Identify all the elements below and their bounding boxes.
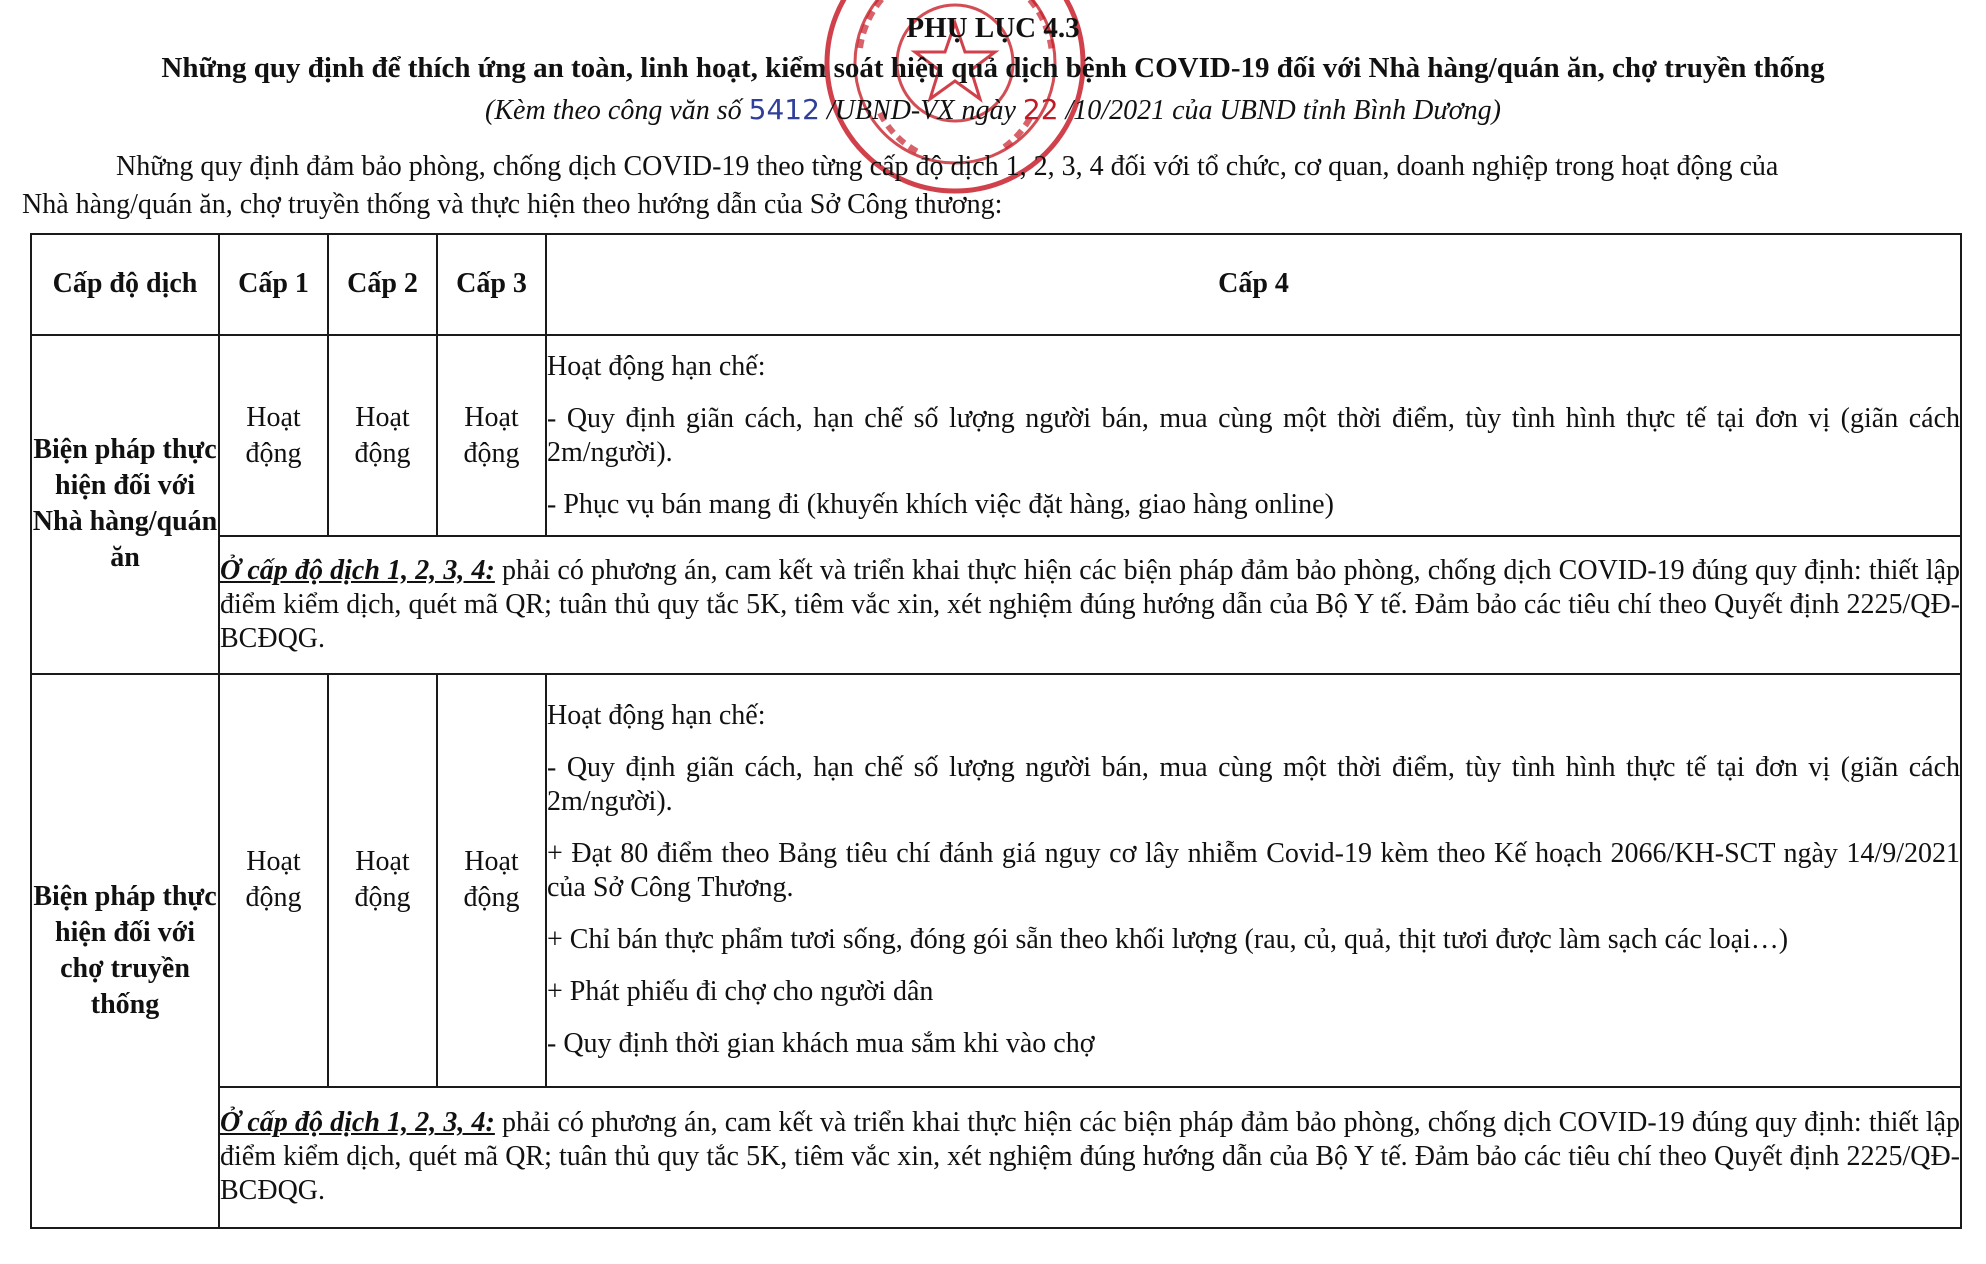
list-item: + Phát phiếu đi chợ cho người dân <box>547 976 934 1008</box>
market-level-4 <box>546 674 1961 1087</box>
market-level-3: Hoạt động <box>437 674 546 1087</box>
intro-line-2: Nhà hàng/quán ăn, chợ truyền thống và thực hiện theo hướng dẫn của Sở Công thương: <box>22 189 1003 220</box>
list-item: Hoạt động hạn chế: <box>547 350 766 382</box>
handwritten-day: 22 <box>1022 93 1059 126</box>
list-item: - Quy định giãn cách, hạn chế số lượng người bán, mua cùng một thời điểm, tùy tình hình thực tế tại đơn vị (giãn cách 2m/người). <box>547 752 1960 818</box>
market-level-2: Hoạt động <box>328 674 437 1087</box>
market-all-levels-note <box>219 1087 1961 1228</box>
list-item: - Quy định thời gian khách mua sắm khi vào chợ <box>547 1028 1095 1060</box>
list-item: + Chỉ bán thực phẩm tươi sống, đóng gói sẵn theo khối lượng (rau, củ, quả, thịt tươi được làm sạch các loại…) <box>547 924 1789 956</box>
header-level-3: Cấp 3 <box>437 234 546 335</box>
restaurant-level-1: Hoạt động <box>219 335 328 537</box>
document-subtitle <box>0 93 1986 127</box>
header-level-1: Cấp 1 <box>219 234 328 335</box>
handwritten-doc-number: 5412 <box>748 93 820 126</box>
header-level-4: Cấp 4 <box>546 234 1961 335</box>
header-level-2: Cấp 2 <box>328 234 437 335</box>
intro-paragraph <box>22 148 1972 224</box>
subtitle-suffix: /10/2021 của UBND tỉnh Bình Dương) <box>1065 95 1501 126</box>
subtitle-prefix: (Kèm theo công văn số <box>485 95 742 126</box>
list-item: + Đạt 80 điểm theo Bảng tiêu chí đánh giá nguy cơ lây nhiễm Covid-19 kèm theo Kế hoạch 2066/KH-SCT ngày 14/9/2021 của Sở Công Thương. <box>547 838 1960 904</box>
note-lead: Ở cấp độ dịch 1, 2, 3, 4: <box>220 1107 495 1139</box>
restaurant-level-4 <box>546 335 1961 537</box>
table-row <box>31 1087 1961 1228</box>
note-text: phải có phương án, cam kết và triển khai thực hiện các biện pháp đảm bảo phòng, chống dịch COVID-19 đúng quy định: thiết lập điểm kiểm dịch, quét mã QR; tuân thủ quy tắc 5K, tiêm vắc xin, xét nghiệm đúng hướng dẫn của Bộ Y tế. Đảm bảo các tiêu chí theo Quyết định 2225/QĐ-BCĐQG. <box>220 554 1960 654</box>
note-text: phải có phương án, cam kết và triển khai thực hiện các biện pháp đảm bảo phòng, chống dịch COVID-19 đúng quy định: thiết lập điểm kiểm dịch, quét mã QR; tuân thủ quy tắc 5K, tiêm vắc xin, xét nghiệm đúng hướng dẫn của Bộ Y tế. Đảm bảo các tiêu chí theo Quyết định 2225/QĐ-BCĐQG. <box>220 1107 1960 1207</box>
appendix-title: PHỤ LỤC 4.3 <box>906 12 1080 44</box>
note-lead: Ở cấp độ dịch 1, 2, 3, 4: <box>220 554 495 586</box>
restaurant-level-3: Hoạt động <box>437 335 546 537</box>
list-item: Hoạt động hạn chế: <box>547 700 766 732</box>
row-label-restaurant: Biện pháp thực hiện đối với Nhà hàng/quán ăn <box>31 335 219 674</box>
restaurant-all-levels-note <box>219 536 1961 673</box>
table-header-row <box>31 234 1961 335</box>
list-item: - Quy định giãn cách, hạn chế số lượng người bán, mua cùng một thời điểm, tùy tình hình thực tế tại đơn vị (giãn cách 2m/người). <box>547 402 1960 468</box>
restaurant-level-2: Hoạt động <box>328 335 437 537</box>
table-row <box>31 536 1961 673</box>
table-row <box>31 335 1961 537</box>
list-item: - Phục vụ bán mang đi (khuyến khích việc đặt hàng, giao hàng online) <box>547 488 1334 520</box>
table-row <box>31 674 1961 1087</box>
subtitle-middle: /UBND-VX ngày <box>826 95 1016 126</box>
regulation-table <box>30 233 1962 1229</box>
market-level-1: Hoạt động <box>219 674 328 1087</box>
row-label-market: Biện pháp thực hiện đối với chợ truyền thống <box>31 674 219 1229</box>
header-level: Cấp độ dịch <box>31 234 219 335</box>
document-title: Những quy định để thích ứng an toàn, linh hoạt, kiểm soát hiệu quả dịch bệnh COVID-19 đối với Nhà hàng/quán ăn, chợ truyền thống <box>161 52 1825 84</box>
intro-line-1: Những quy định đảm bảo phòng, chống dịch COVID-19 theo từng cấp độ dịch 1, 2, 3, 4 đối với tổ chức, cơ quan, doanh nghiệp trong hoạt động của <box>116 151 1779 182</box>
